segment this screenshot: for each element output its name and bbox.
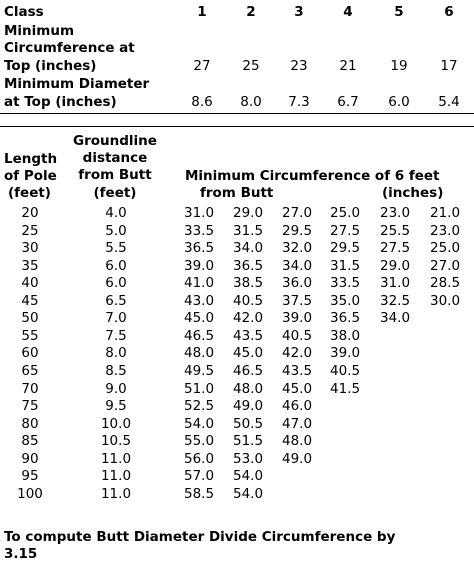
pole-length-cell: 75 — [21, 398, 39, 415]
circumference-class-1-cell: 55.0 — [184, 433, 215, 450]
groundline-distance-cell: 6.0 — [105, 275, 127, 292]
groundline-distance-cell: 7.5 — [105, 327, 127, 344]
circumference-class-3-cell: 39.0 — [282, 310, 313, 327]
class-label: Class — [4, 4, 44, 20]
circumference-class-1-cell: 54.0 — [184, 415, 215, 432]
circumference-class-5-cell: 34.0 — [380, 310, 411, 327]
min-circ-label-line1: Minimum — [4, 23, 75, 39]
groundline-distance-cell: 10.0 — [100, 415, 132, 432]
circumference-class-3-cell: 49.0 — [282, 450, 313, 467]
circumference-class-2-cell: 34.0 — [233, 240, 264, 257]
class-number: 5 — [394, 4, 404, 20]
circumference-class-2-cell: 54.0 — [233, 468, 264, 485]
min-circ-value: 25 — [242, 58, 260, 74]
circumference-class-2-cell: 46.5 — [233, 362, 264, 379]
class-number: 1 — [197, 4, 207, 20]
circumference-class-3-cell: 27.0 — [282, 205, 313, 221]
circumference-class-2-cell: 36.5 — [233, 257, 264, 274]
circumference-class-1-cell: 52.5 — [184, 398, 215, 415]
circumference-class-1-cell: 51.0 — [184, 380, 215, 397]
groundline-distance-cell: 5.5 — [105, 240, 127, 257]
circumference-class-4-cell: 40.5 — [330, 362, 361, 379]
class-number: 4 — [343, 4, 353, 20]
groundline-distance-cell: 7.0 — [105, 310, 127, 327]
circumference-class-5-cell: 25.5 — [380, 222, 411, 239]
circumference-class-3-cell: 45.0 — [282, 380, 313, 397]
circumference-class-2-cell: 31.5 — [233, 222, 264, 239]
min-circ-label-line2: Circumference at — [4, 40, 135, 56]
circumference-class-2-cell: 29.0 — [233, 205, 264, 221]
pole-length-cell: 80 — [21, 415, 39, 432]
circumference-class-1-cell: 33.5 — [184, 222, 215, 239]
circumference-class-3-cell: 42.0 — [282, 345, 313, 362]
circumference-class-1-cell: 45.0 — [184, 310, 215, 327]
circumference-class-4-cell: 38.0 — [330, 327, 361, 344]
groundline-distance-cell: 10.5 — [100, 433, 132, 450]
groundline-distance-cell: 5.0 — [105, 222, 127, 239]
circumference-class-1-cell: 31.0 — [184, 205, 215, 221]
circumference-class-3-cell: 32.0 — [282, 240, 313, 257]
circumference-class-1-cell: 36.5 — [184, 240, 215, 257]
circumference-class-2-cell: 40.5 — [233, 292, 264, 309]
circumference-class-2-cell: 53.0 — [233, 450, 264, 467]
pole-length-cell: 30 — [21, 240, 39, 257]
groundline-distance-cell: 6.0 — [105, 257, 127, 274]
groundline-distance-cell: 11.0 — [100, 450, 132, 467]
ground-header-line2: distance — [82, 150, 148, 166]
circumference-class-1-cell: 41.0 — [184, 275, 215, 292]
circumference-class-6-cell: 21.0 — [430, 205, 461, 221]
groundline-distance-cell: 8.5 — [105, 362, 127, 379]
circumference-header-inches: (inches) — [382, 185, 444, 201]
pole-length-cell: 85 — [21, 433, 39, 450]
pole-length-cell: 25 — [21, 222, 39, 239]
min-diam-value: 6.0 — [388, 94, 410, 110]
circumference-class-2-cell: 38.5 — [233, 275, 264, 292]
circumference-header-line1: Minimum Circumference of 6 feet — [185, 168, 440, 184]
circumference-class-6-cell: 28.5 — [430, 275, 461, 292]
circumference-class-3-cell: 43.5 — [282, 362, 313, 379]
footer-note-line1: To compute Butt Diameter Divide Circumference by — [4, 529, 396, 545]
circumference-class-3-cell: 36.0 — [282, 275, 313, 292]
circumference-class-6-cell: 27.0 — [430, 257, 461, 274]
circumference-class-2-cell: 45.0 — [233, 345, 264, 362]
circumference-class-3-cell: 40.5 — [282, 327, 313, 344]
min-diam-value: 8.6 — [191, 94, 213, 110]
circumference-class-5-cell: 27.5 — [380, 240, 411, 257]
min-diam-value: 5.4 — [438, 94, 460, 110]
circumference-class-4-cell: 36.5 — [330, 310, 361, 327]
min-circ-value: 27 — [193, 58, 211, 74]
pole-length-cell: 55 — [21, 327, 39, 344]
pole-length-cell: 20 — [21, 205, 39, 221]
pole-length-cell: 70 — [21, 380, 39, 397]
pole-length-cell: 100 — [17, 485, 43, 502]
pole-length-cell: 45 — [21, 292, 39, 309]
min-diam-value: 8.0 — [240, 94, 262, 110]
circumference-class-4-cell: 31.5 — [330, 257, 361, 274]
circumference-class-2-cell: 54.0 — [233, 485, 264, 502]
min-diam-label-line2: at Top (inches) — [4, 94, 117, 110]
class-number: 6 — [444, 4, 454, 20]
ground-header-line1: Groundline — [73, 133, 157, 149]
circumference-class-5-cell: 29.0 — [380, 257, 411, 274]
divider-top — [0, 113, 474, 114]
min-circ-value: 19 — [390, 58, 408, 74]
circumference-class-4-cell: 33.5 — [330, 275, 361, 292]
circumference-class-3-cell: 48.0 — [282, 433, 313, 450]
divider-main — [0, 126, 474, 127]
circumference-class-1-cell: 48.0 — [184, 345, 215, 362]
circumference-class-6-cell: 25.0 — [430, 240, 461, 257]
pole-length-cell: 90 — [21, 450, 39, 467]
groundline-distance-cell: 11.0 — [100, 485, 132, 502]
groundline-distance-cell: 11.0 — [100, 468, 132, 485]
ground-header-line3: from Butt — [78, 167, 152, 183]
circumference-class-1-cell: 57.0 — [184, 468, 215, 485]
circumference-class-2-cell: 49.0 — [233, 398, 264, 415]
length-header-line1: Length — [4, 151, 58, 167]
circumference-header-from-butt: from Butt — [200, 185, 274, 201]
circumference-class-6-cell: 23.0 — [430, 222, 461, 239]
circumference-class-3-cell: 37.5 — [282, 292, 313, 309]
circumference-class-3-cell: 46.0 — [282, 398, 313, 415]
groundline-distance-cell: 8.0 — [105, 345, 127, 362]
circumference-class-4-cell: 27.5 — [330, 222, 361, 239]
groundline-distance-cell: 4.0 — [105, 205, 127, 221]
circumference-class-2-cell: 48.0 — [233, 380, 264, 397]
min-circ-value: 21 — [339, 58, 357, 74]
groundline-distance-cell: 9.5 — [105, 398, 127, 415]
pole-length-cell: 60 — [21, 345, 39, 362]
min-circ-value: 23 — [290, 58, 308, 74]
circumference-class-3-cell: 47.0 — [282, 415, 313, 432]
class-number: 3 — [294, 4, 304, 20]
pole-length-cell: 65 — [21, 362, 39, 379]
groundline-distance-cell: 6.5 — [105, 292, 127, 309]
circumference-class-4-cell: 39.0 — [330, 345, 361, 362]
circumference-class-2-cell: 51.5 — [233, 433, 264, 450]
circumference-class-1-cell: 39.0 — [184, 257, 215, 274]
circumference-class-4-cell: 35.0 — [330, 292, 361, 309]
length-header-line3: (feet) — [8, 185, 51, 201]
footer-note-line2: 3.15 — [4, 546, 38, 562]
circumference-class-6-cell: 30.0 — [430, 292, 461, 309]
circumference-class-1-cell: 43.0 — [184, 292, 215, 309]
circumference-class-1-cell: 58.5 — [184, 485, 215, 502]
min-diam-value: 6.7 — [337, 94, 359, 110]
min-diam-label-line1: Minimum Diameter — [4, 76, 150, 92]
circumference-class-4-cell: 41.5 — [330, 380, 361, 397]
ground-header-line4: (feet) — [93, 185, 137, 201]
circumference-class-2-cell: 50.5 — [233, 415, 264, 432]
circumference-class-1-cell: 49.5 — [184, 362, 215, 379]
circumference-class-3-cell: 29.5 — [282, 222, 313, 239]
pole-length-cell: 35 — [21, 257, 39, 274]
circumference-class-5-cell: 32.5 — [380, 292, 411, 309]
length-header-line2: of Pole — [4, 168, 57, 184]
circumference-class-5-cell: 23.0 — [380, 205, 411, 221]
pole-length-cell: 50 — [21, 310, 39, 327]
class-number: 2 — [246, 4, 256, 20]
circumference-class-2-cell: 42.0 — [233, 310, 264, 327]
min-diam-value: 7.3 — [288, 94, 310, 110]
min-circ-label-line3: Top (inches) — [4, 58, 97, 74]
circumference-class-4-cell: 29.5 — [330, 240, 361, 257]
min-circ-value: 17 — [440, 58, 458, 74]
circumference-class-3-cell: 34.0 — [282, 257, 313, 274]
groundline-distance-cell: 9.0 — [105, 380, 127, 397]
pole-length-cell: 40 — [21, 275, 39, 292]
circumference-class-1-cell: 46.5 — [184, 327, 215, 344]
circumference-class-5-cell: 31.0 — [380, 275, 411, 292]
circumference-class-1-cell: 56.0 — [184, 450, 215, 467]
circumference-class-4-cell: 25.0 — [330, 205, 361, 221]
pole-length-cell: 95 — [21, 468, 39, 485]
circumference-class-2-cell: 43.5 — [233, 327, 264, 344]
